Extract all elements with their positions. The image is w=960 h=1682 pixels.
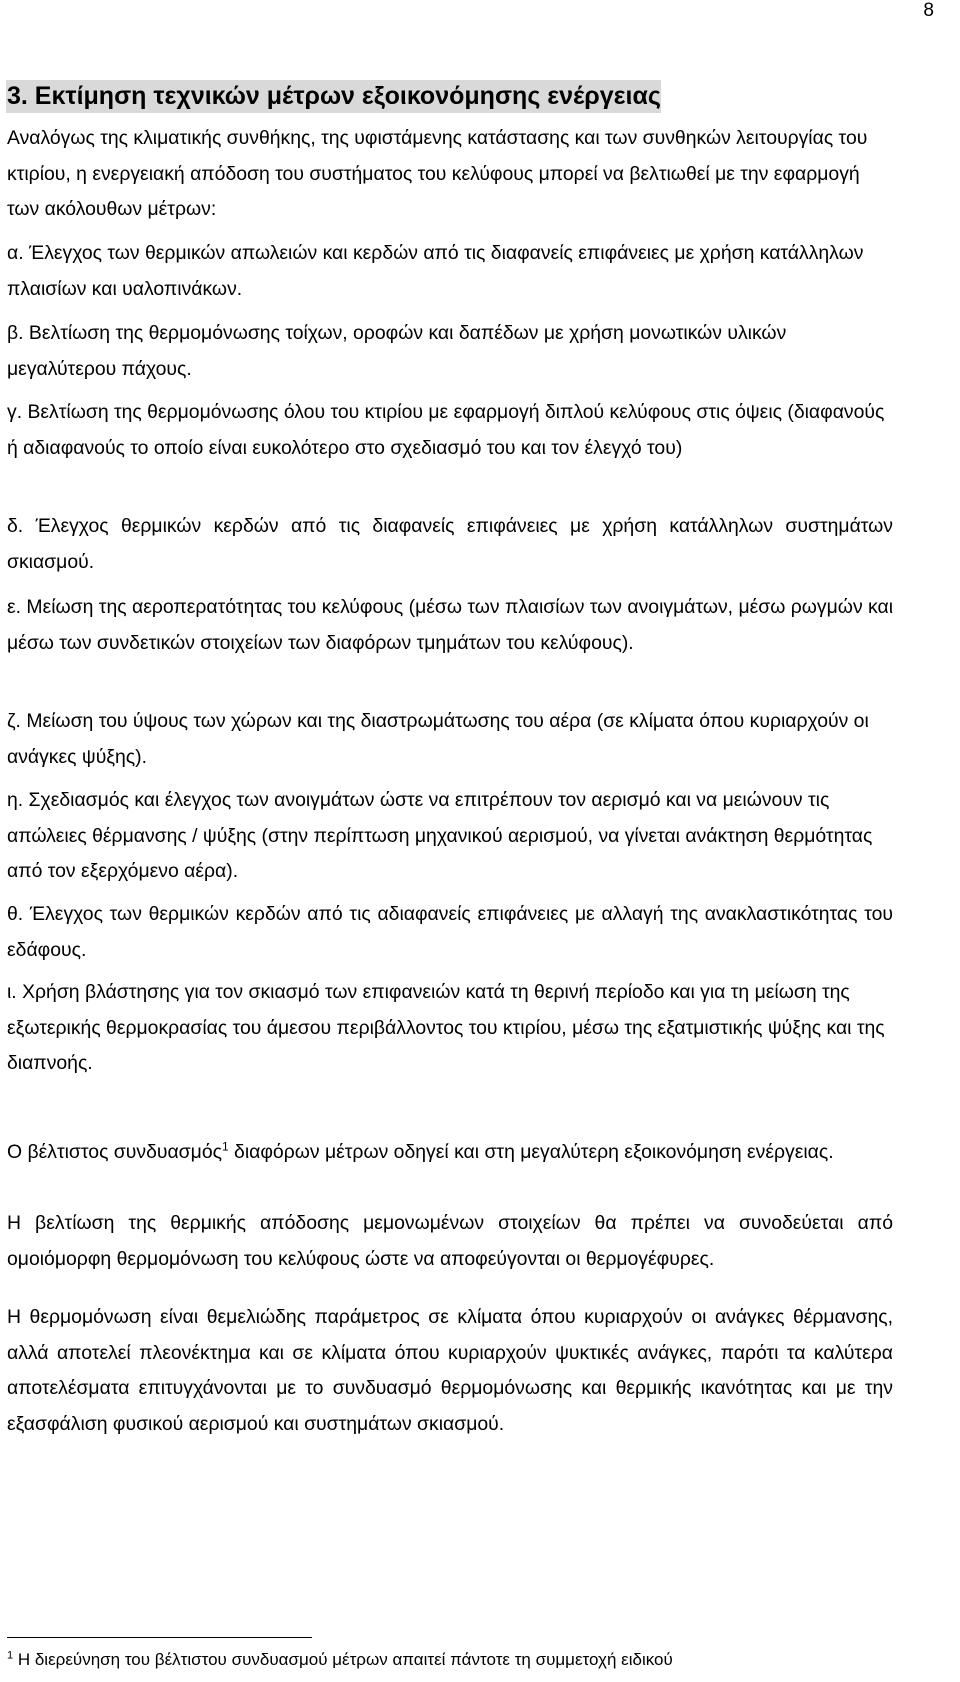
measure-h: η. Σχεδιασμός και έλεγχος των ανοιγμάτων ώστε να επιτρέπουν τον αερισμό και να μειώνουν τις απώλειες θέρμανσης / ψύξης (στην περίπτωση μηχανικού αερισμού, να γίνεται ανάκτηση θερμότητας από τον εξερχόμενο αέρα).	[7, 789, 873, 882]
section-heading-wrap	[6, 80, 661, 113]
summary-p1-after: διαφόρων μέτρων οδηγεί και στη μεγαλύτερη εξοικονόμηση ενέργειας.	[228, 1141, 834, 1163]
footnote-mark: 1	[7, 1649, 14, 1662]
measure-z: ζ. Μείωση του ύψους των χώρων και της διαστρωμάτωσης του αέρα (σε κλίματα όπου κυριαρχούν οι ανάγκες ψύξης).	[7, 710, 869, 768]
summary-paragraph-1	[7, 1135, 893, 1171]
measure-e: ε. Μείωση της αεροπερατότητας του κελύφους (μέσω των πλαισίων των ανοιγμάτων, μέσω ρωγμών και μέσω των συνδετικών στοιχείων των διαφόρων τμημάτων του κελύφους).	[7, 596, 894, 654]
footnote-reference: 1	[221, 1139, 229, 1154]
measure-i: ι. Χρήση βλάστησης για τον σκιασμό των επιφανειών κατά τη θερινή περίοδο και για τη μείωση της εξωτερικής θερμοκρασίας του άμεσου περιβάλλοντος του κτιρίου, μέσω της εξατμιστικής ψύξης και της διαπνοής.	[7, 981, 885, 1074]
page-number: 8	[923, 0, 934, 21]
measure-th: θ. Έλεγχος των θερμικών κερδών από τις αδιαφανείς επιφάνειες με αλλαγή της ανακλαστικότητας του εδάφους.	[7, 903, 893, 961]
intro-paragraph: Αναλόγως της κλιματικής συνθήκης, της υφιστάμενης κατάστασης και των συνθηκών λειτουργίας του κτιρίου, η ενεργειακή απόδοση του συστήματος του κελύφους μπορεί να βελτιωθεί με την εφαρμογή των ακόλουθων μέτρων:	[7, 127, 868, 220]
summary-p1-before: Ο βέλτιστος συνδυασμός	[7, 1141, 222, 1163]
section-heading: 3. Εκτίμηση τεχνικών μέτρων εξοικονόμησης ενέργειας	[6, 80, 661, 113]
summary-paragraph-3: Η θερμομόνωση είναι θεμελιώδης παράμετρος σε κλίματα όπου κυριαρχούν οι ανάγκες θέρμανσης, αλλά αποτελεί πλεονέκτημα και σε κλίματα όπου κυριαρχούν ψυκτικές ανάγκες, παρότι τα καλύτερα αποτελέσματα επιτυγχάνονται με το συνδυασμό θερμομόνωσης και θερμικής ικανότητας και με την εξασφάλιση φυσικού αερισμού και συστημάτων σκιασμού.	[7, 1306, 893, 1435]
measure-d: δ. Έλεγχος θερμικών κερδών από τις διαφανείς επιφάνειες με χρήση κατάλληλων συστημάτων σκιασμού.	[7, 515, 893, 573]
measure-b: β. Βελτίωση της θερμομόνωσης τοίχων, οροφών και δαπέδων με χρήση μονωτικών υλικών μεγαλύτερου πάχους.	[7, 322, 787, 380]
footnote-text: Η διερεύνηση του βέλτιστου συνδυασμού μέτρων απαιτεί πάντοτε τη συμμετοχή ειδικού	[13, 1650, 673, 1669]
footnote	[7, 1649, 673, 1671]
footnote-divider	[7, 1637, 312, 1638]
measure-a: α. Έλεγχος των θερμικών απωλειών και κερδών από τις διαφανείς επιφάνειες με χρήση κατάλληλων πλαισίων και υαλοπινάκων.	[7, 242, 864, 300]
summary-paragraph-2: Η βελτίωση της θερμικής απόδοσης μεμονωμένων στοιχείων θα πρέπει να συνοδεύεται από ομοιόμορφη θερμομόνωση του κελύφους ώστε να αποφεύγονται οι θερμογέφυρες.	[7, 1212, 893, 1270]
measure-c: γ. Βελτίωση της θερμομόνωσης όλου του κτιρίου με εφαρμογή διπλού κελύφους στις όψεις (διαφανούς ή αδιαφανούς το οποίο είναι ευκολότερο στο σχεδιασμό του και τον έλεγχό του)	[7, 401, 885, 459]
